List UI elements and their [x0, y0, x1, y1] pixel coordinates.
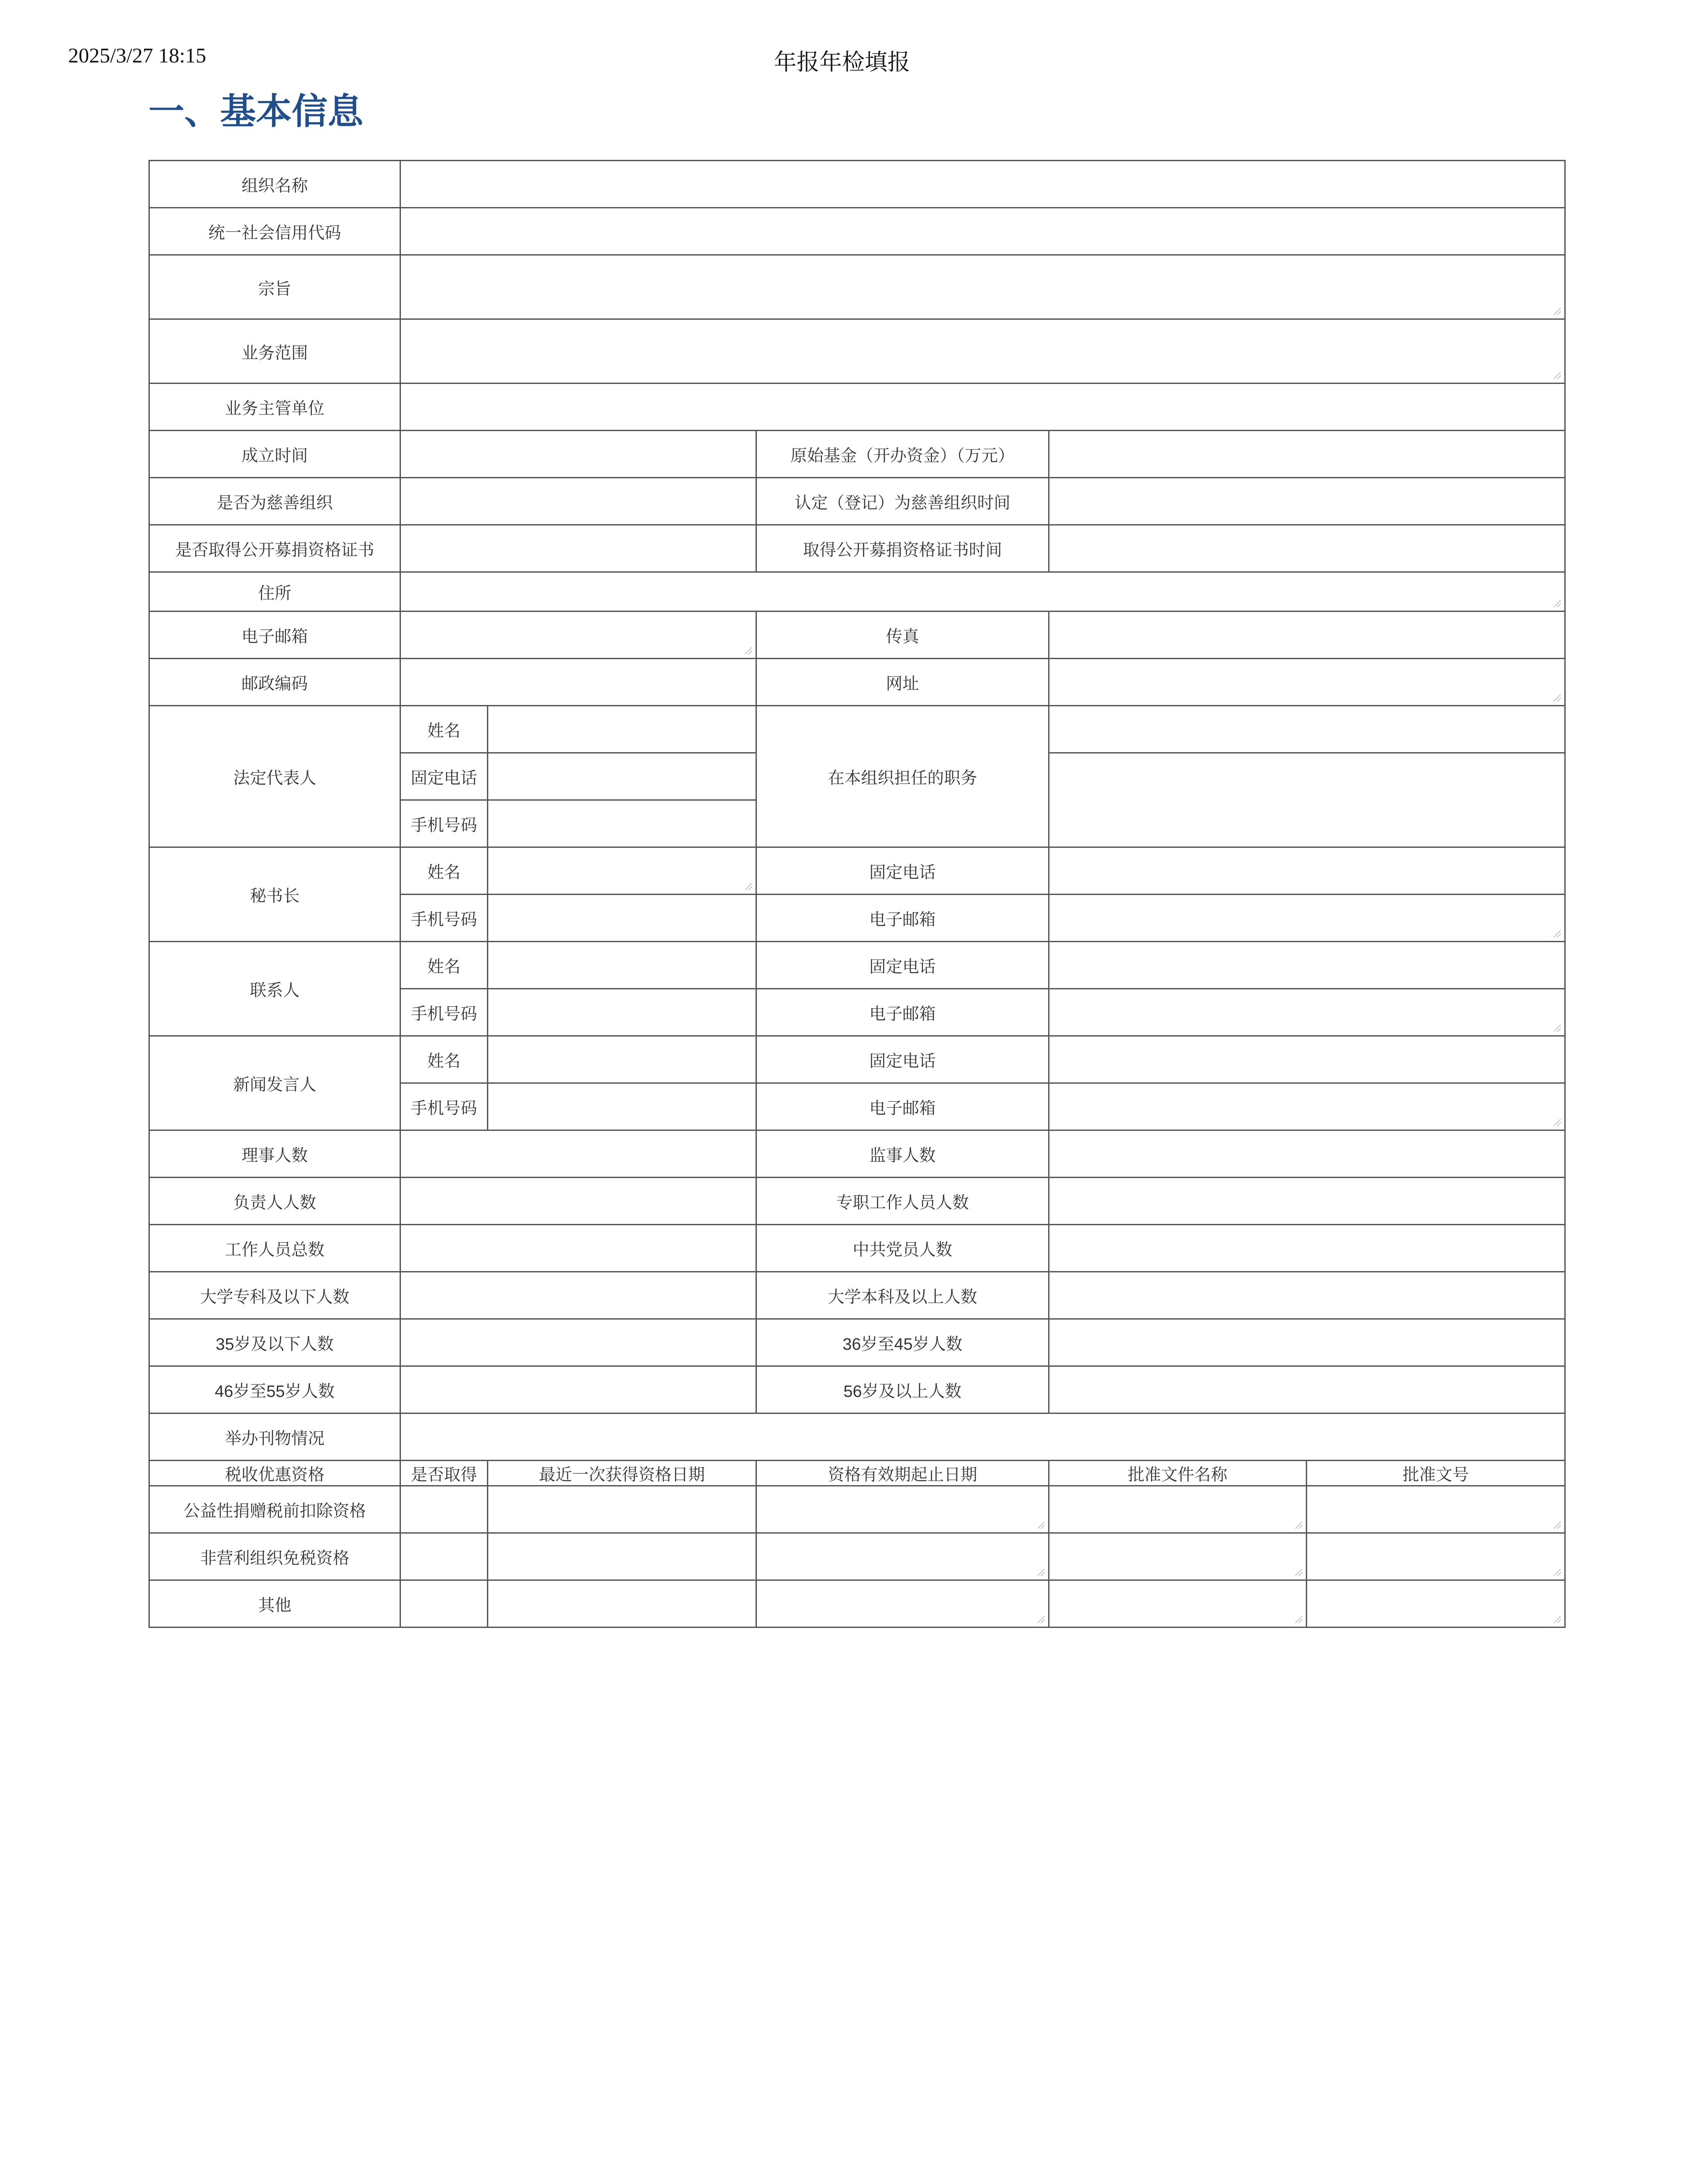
scope-textarea[interactable] [400, 319, 1565, 384]
age-46-55-field[interactable] [400, 1366, 756, 1413]
age-35-below-field[interactable] [400, 1319, 756, 1366]
donation-valid-period-field[interactable] [756, 1486, 1049, 1533]
credit-code-label: 统一社会信用代码 [149, 208, 400, 255]
age-56-above-field[interactable] [1049, 1366, 1565, 1413]
leader-count-label: 负责人人数 [149, 1178, 400, 1225]
supervisor-unit-label: 业务主管单位 [149, 384, 400, 431]
supervisor-count-field[interactable] [1049, 1130, 1565, 1178]
donation-doc-no-field[interactable] [1307, 1486, 1565, 1533]
other-obtained-field[interactable] [400, 1580, 488, 1628]
sg-email-label: 电子邮箱 [756, 895, 1049, 942]
sg-email-field[interactable] [1049, 895, 1565, 942]
legal-rep-landline-field[interactable] [488, 753, 756, 800]
spokesperson-email-field[interactable] [1049, 1083, 1565, 1130]
fax-label: 传真 [756, 612, 1049, 659]
spokesperson-name-field[interactable] [488, 1036, 756, 1083]
initial-fund-field[interactable] [1049, 431, 1565, 478]
doc-no-header: 批准文号 [1307, 1461, 1565, 1486]
council-count-label: 理事人数 [149, 1130, 400, 1178]
sg-mobile-field[interactable] [488, 895, 756, 942]
fundraising-cert-field[interactable] [400, 525, 756, 572]
other-doc-name-field[interactable] [1049, 1580, 1307, 1628]
tax-pref-header: 税收优惠资格 [149, 1461, 400, 1486]
basic-info-form [148, 160, 1566, 1628]
scope-label: 业务范围 [149, 319, 400, 384]
legal-rep-landline-label: 固定电话 [400, 753, 488, 800]
fax-field[interactable] [1049, 612, 1565, 659]
email-label: 电子邮箱 [149, 612, 400, 659]
spokesperson-name-label: 姓名 [400, 1036, 488, 1083]
donation-latest-date-field[interactable] [488, 1486, 756, 1533]
nonprofit-doc-no-field[interactable] [1307, 1533, 1565, 1580]
bachelor-above-field[interactable] [1049, 1272, 1565, 1319]
section-title: 一、基本信息 [148, 92, 364, 131]
address-field[interactable] [400, 572, 1565, 612]
charity-cert-time-field[interactable] [1049, 478, 1565, 525]
is-charity-field[interactable] [400, 478, 756, 525]
contact-name-label: 姓名 [400, 942, 488, 989]
fundraising-cert-time-field[interactable] [1049, 525, 1565, 572]
latest-date-header: 最近一次获得资格日期 [488, 1461, 756, 1486]
legal-rep-position-label: 在本组织担任的职务 [756, 706, 1049, 847]
staff-total-label: 工作人员总数 [149, 1225, 400, 1272]
sg-name-label: 姓名 [400, 847, 488, 895]
contact-mobile-field[interactable] [488, 989, 756, 1036]
secretary-general-label: 秘书长 [149, 847, 400, 942]
fundraising-cert-label: 是否取得公开募捐资格证书 [149, 525, 400, 572]
donation-deduction-label: 公益性捐赠税前扣除资格 [149, 1486, 400, 1533]
college-below-label: 大学专科及以下人数 [149, 1272, 400, 1319]
sg-name-field[interactable] [488, 847, 756, 895]
council-count-field[interactable] [400, 1130, 756, 1178]
fulltime-count-field[interactable] [1049, 1178, 1565, 1225]
contact-email-label: 电子邮箱 [756, 989, 1049, 1036]
spokesperson-landline-field[interactable] [1049, 1036, 1565, 1083]
postcode-label: 邮政编码 [149, 659, 400, 706]
publications-field[interactable] [400, 1413, 1565, 1461]
age-36-45-field[interactable] [1049, 1319, 1565, 1366]
fundraising-cert-time-label: 取得公开募捐资格证书时间 [756, 525, 1049, 572]
supervisor-unit-field[interactable] [400, 384, 1565, 431]
valid-period-header: 资格有效期起止日期 [756, 1461, 1049, 1486]
contact-mobile-label: 手机号码 [400, 989, 488, 1036]
sg-landline-field[interactable] [1049, 847, 1565, 895]
founded-field[interactable] [400, 431, 756, 478]
staff-total-field[interactable] [400, 1225, 756, 1272]
age-46-55-label: 46岁至55岁人数 [149, 1366, 400, 1413]
cpc-count-field[interactable] [1049, 1225, 1565, 1272]
donation-doc-name-field[interactable] [1049, 1486, 1307, 1533]
obtained-header: 是否取得 [400, 1461, 488, 1486]
publications-label: 举办刊物情况 [149, 1413, 400, 1461]
charity-cert-time-label: 认定（登记）为慈善组织时间 [756, 478, 1049, 525]
credit-code-field[interactable] [400, 208, 1565, 255]
age-36-45-label: 36岁至45岁人数 [756, 1319, 1049, 1366]
other-latest-date-field[interactable] [488, 1580, 756, 1628]
nonprofit-obtained-field[interactable] [400, 1533, 488, 1580]
legal-rep-label: 法定代表人 [149, 706, 400, 847]
website-field[interactable] [1049, 659, 1565, 706]
legal-rep-name-field[interactable] [488, 706, 756, 753]
nonprofit-latest-date-field[interactable] [488, 1533, 756, 1580]
legal-rep-mobile-label: 手机号码 [400, 800, 488, 847]
leader-count-field[interactable] [400, 1178, 756, 1225]
founded-label: 成立时间 [149, 431, 400, 478]
purpose-label: 宗旨 [149, 255, 400, 319]
spokesperson-landline-label: 固定电话 [756, 1036, 1049, 1083]
contact-label: 联系人 [149, 942, 400, 1036]
sg-mobile-label: 手机号码 [400, 895, 488, 942]
contact-name-field[interactable] [488, 942, 756, 989]
spokesperson-mobile-field[interactable] [488, 1083, 756, 1130]
other-doc-no-field[interactable] [1307, 1580, 1565, 1628]
nonprofit-exempt-label: 非营利组织免税资格 [149, 1533, 400, 1580]
org-name-label: 组织名称 [149, 161, 400, 208]
legal-rep-mobile-field[interactable] [488, 800, 756, 847]
legal-rep-position-extra[interactable] [1049, 753, 1565, 847]
postcode-field[interactable] [400, 659, 756, 706]
address-label: 住所 [149, 572, 400, 612]
other-label: 其他 [149, 1580, 400, 1628]
other-valid-period-field[interactable] [756, 1580, 1049, 1628]
contact-email-field[interactable] [1049, 989, 1565, 1036]
age-35-below-label: 35岁及以下人数 [149, 1319, 400, 1366]
website-label: 网址 [756, 659, 1049, 706]
donation-obtained-field[interactable] [400, 1486, 488, 1533]
age-56-above-label: 56岁及以上人数 [756, 1366, 1049, 1413]
nonprofit-doc-name-field[interactable] [1049, 1533, 1307, 1580]
supervisor-count-label: 监事人数 [756, 1130, 1049, 1178]
cpc-count-label: 中共党员人数 [756, 1225, 1049, 1272]
initial-fund-label: 原始基金（开办资金）（万元） [756, 431, 1049, 478]
bachelor-above-label: 大学本科及以上人数 [756, 1272, 1049, 1319]
sg-landline-label: 固定电话 [756, 847, 1049, 895]
print-page-title: 年报年检填报 [773, 50, 910, 75]
doc-name-header: 批准文件名称 [1049, 1461, 1307, 1486]
spokesperson-label: 新闻发言人 [149, 1036, 400, 1130]
print-datetime: 2025/3/27 18:15 [68, 44, 207, 67]
legal-rep-position-field[interactable] [1049, 706, 1565, 753]
fulltime-count-label: 专职工作人员人数 [756, 1178, 1049, 1225]
nonprofit-valid-period-field[interactable] [756, 1533, 1049, 1580]
is-charity-label: 是否为慈善组织 [149, 478, 400, 525]
legal-rep-name-label: 姓名 [400, 706, 488, 753]
spokesperson-email-label: 电子邮箱 [756, 1083, 1049, 1130]
college-below-field[interactable] [400, 1272, 756, 1319]
spokesperson-mobile-label: 手机号码 [400, 1083, 488, 1130]
contact-landline-field[interactable] [1049, 942, 1565, 989]
purpose-textarea[interactable] [400, 255, 1565, 319]
org-name-field[interactable] [400, 161, 1565, 208]
contact-landline-label: 固定电话 [756, 942, 1049, 989]
email-field[interactable] [400, 612, 756, 659]
